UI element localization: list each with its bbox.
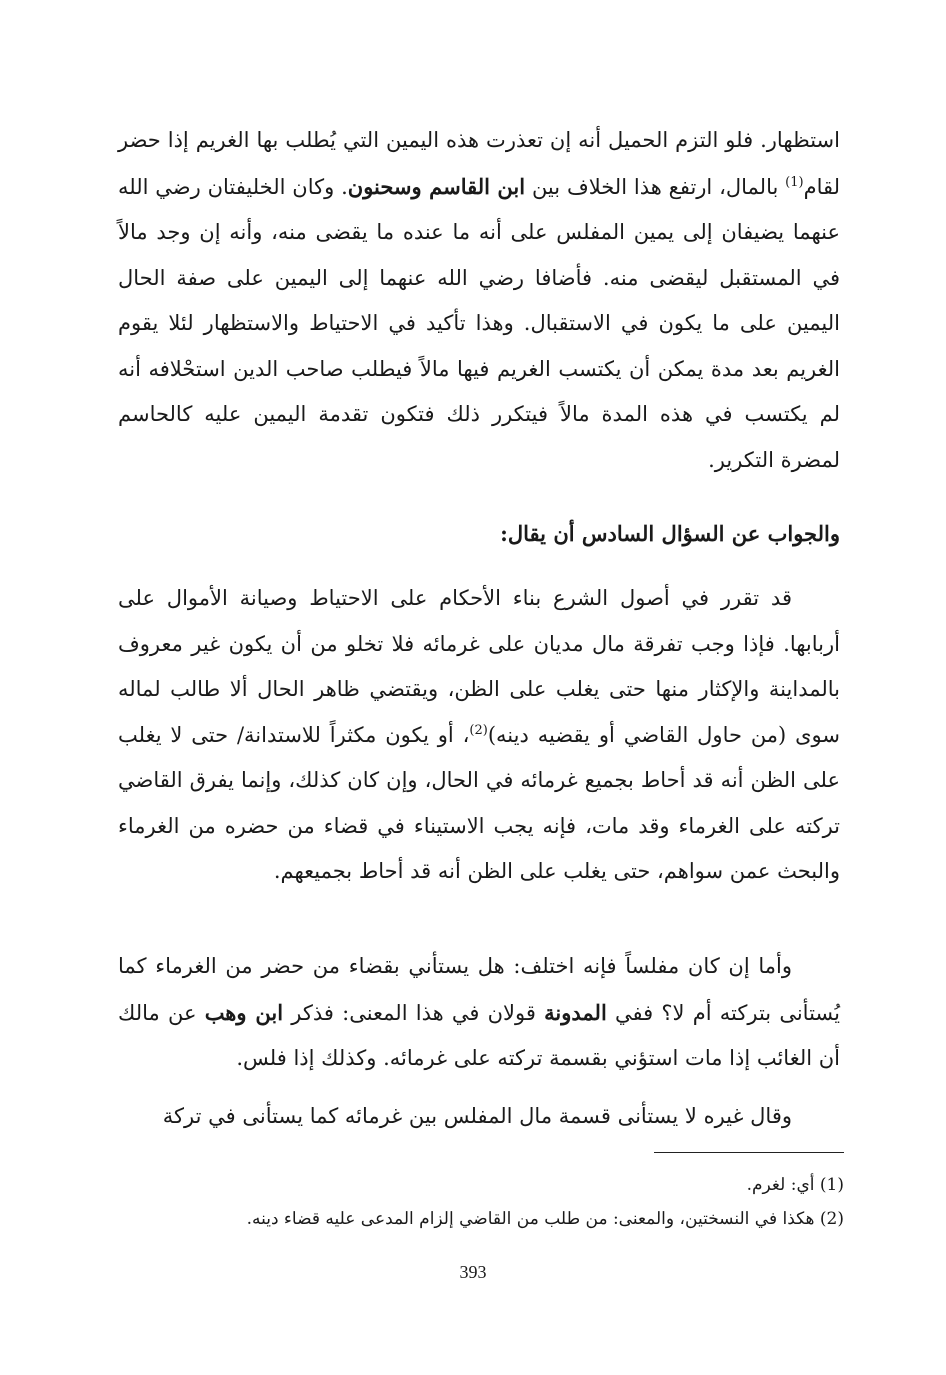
paragraph-2 (118, 576, 840, 895)
paragraph-3-part-3: عن مالك أن الغائب إذا مات استؤني بقسمة تركته على غرمائه. وكذلك إذا فلس. (118, 1000, 840, 1070)
paragraph-1-part-3: . وكان الخليفتان رضي الله عنهما يضيفان إلى يمين المفلس على أنه ما عنده ما يقضى منه، وأنه إن وجد مالاً في المستقبل ليقضى منه. فأضافا رضي الله عنهما إلى اليمين على صفة الحال اليمين على ما يكون في الاستقبال. وهذا تأكيد في الاحتياط والاستظهار لئلا يقوم الغريم بعد مدة يمكن أن يكتسب الغريم فيها مالاً فيطلب صاحب الدين استحْلافه أنه لم يكتسب في هذه المدة مالاً فيتكرر ذلك فتكون تقدمة اليمين عليه كالحاسم لمضرة التكرير. (118, 174, 840, 472)
paragraph-2-text (118, 576, 840, 895)
paragraph-1 (118, 118, 840, 483)
footnote-1 (118, 1168, 844, 1202)
footnote-ref-1: (1) (785, 174, 804, 190)
paragraph-4-text: وقال غيره لا يستأنى قسمة مال المفلس بين غرمائه كما يستأنى في تركة (162, 1104, 792, 1128)
footnote-ref-2: (2) (469, 722, 488, 738)
footnotes (118, 1168, 844, 1236)
paragraph-3 (118, 944, 840, 1082)
source-al-mudawwana: المدونة (544, 999, 607, 1025)
paragraph-4 (118, 1094, 840, 1140)
paragraph-3-part-1: وأما إن كان مفلساً فإنه اختلف: هل يستأني بقضاء من حضر من الغرماء كما يُستأنى بتركته أم لا؟ ففي (118, 954, 840, 1025)
footnote-separator (654, 1152, 844, 1153)
section-heading: والجواب عن السؤال السادس أن يقال: (500, 521, 840, 546)
paragraph-1-part-2: بالمال، ارتفع هذا الخلاف بين (525, 174, 786, 199)
paragraph-2-part-1: قد تقرر في أصول الشرع بناء الأحكام على الاحتياط وصيانة الأموال على أربابها. فإذا وجب تفرقة مال مديان على غرمائه فلا تخلو من أن يكون غير معروف بالمداينة والإكثار منها حتى يغلب على الظن، ويقتضي ظاهر الحال ألا طالب لماله سوى (من حاول القاضي أو يقضيه دينه) (118, 586, 840, 747)
name-ibn-wahb: ابن وهب (204, 999, 284, 1025)
page-number: 393 (459, 1262, 487, 1282)
paragraph-2-part-2: ، أو يكون مكثراً للاستدانة/ حتى لا يغلب على الظن أنه قد أحاط بجميع غرمائه في الحال، وإن كان كذلك، وإنما يفرق القاضي تركته على الغرماء وقد مات، فإنه يجب الاستيناء في قضاء من حضره من الغرماء والبحث عمن سواهم، حتى يغلب على الظن أنه قد أحاط بجميعهم. (118, 722, 840, 883)
paragraph-1-text (118, 118, 840, 483)
paragraph-3-part-2: قولان في هذا المعنى: فذكر (283, 1000, 545, 1025)
paragraph-1-part-1: استظهار. فلو التزم الحميل أنه إن تعذرت هذه اليمين التي يُطلب بها الغريم إذا حضر لقام (118, 128, 841, 199)
footnote-1-number: (1) (819, 1175, 844, 1195)
footnote-2-text: هكذا في النسختين، والمعنى: من طلب من القاضي إلزام المدعى عليه قضاء دينه. (246, 1209, 815, 1229)
footnote-1-text: أي: لغرم. (746, 1175, 815, 1195)
footnote-2 (118, 1202, 844, 1236)
paragraph-3-text (118, 944, 840, 1082)
footnote-2-number: (2) (819, 1209, 844, 1229)
name-ibn-al-qasim-sahnun: ابن القاسم وسحنون (347, 173, 526, 199)
